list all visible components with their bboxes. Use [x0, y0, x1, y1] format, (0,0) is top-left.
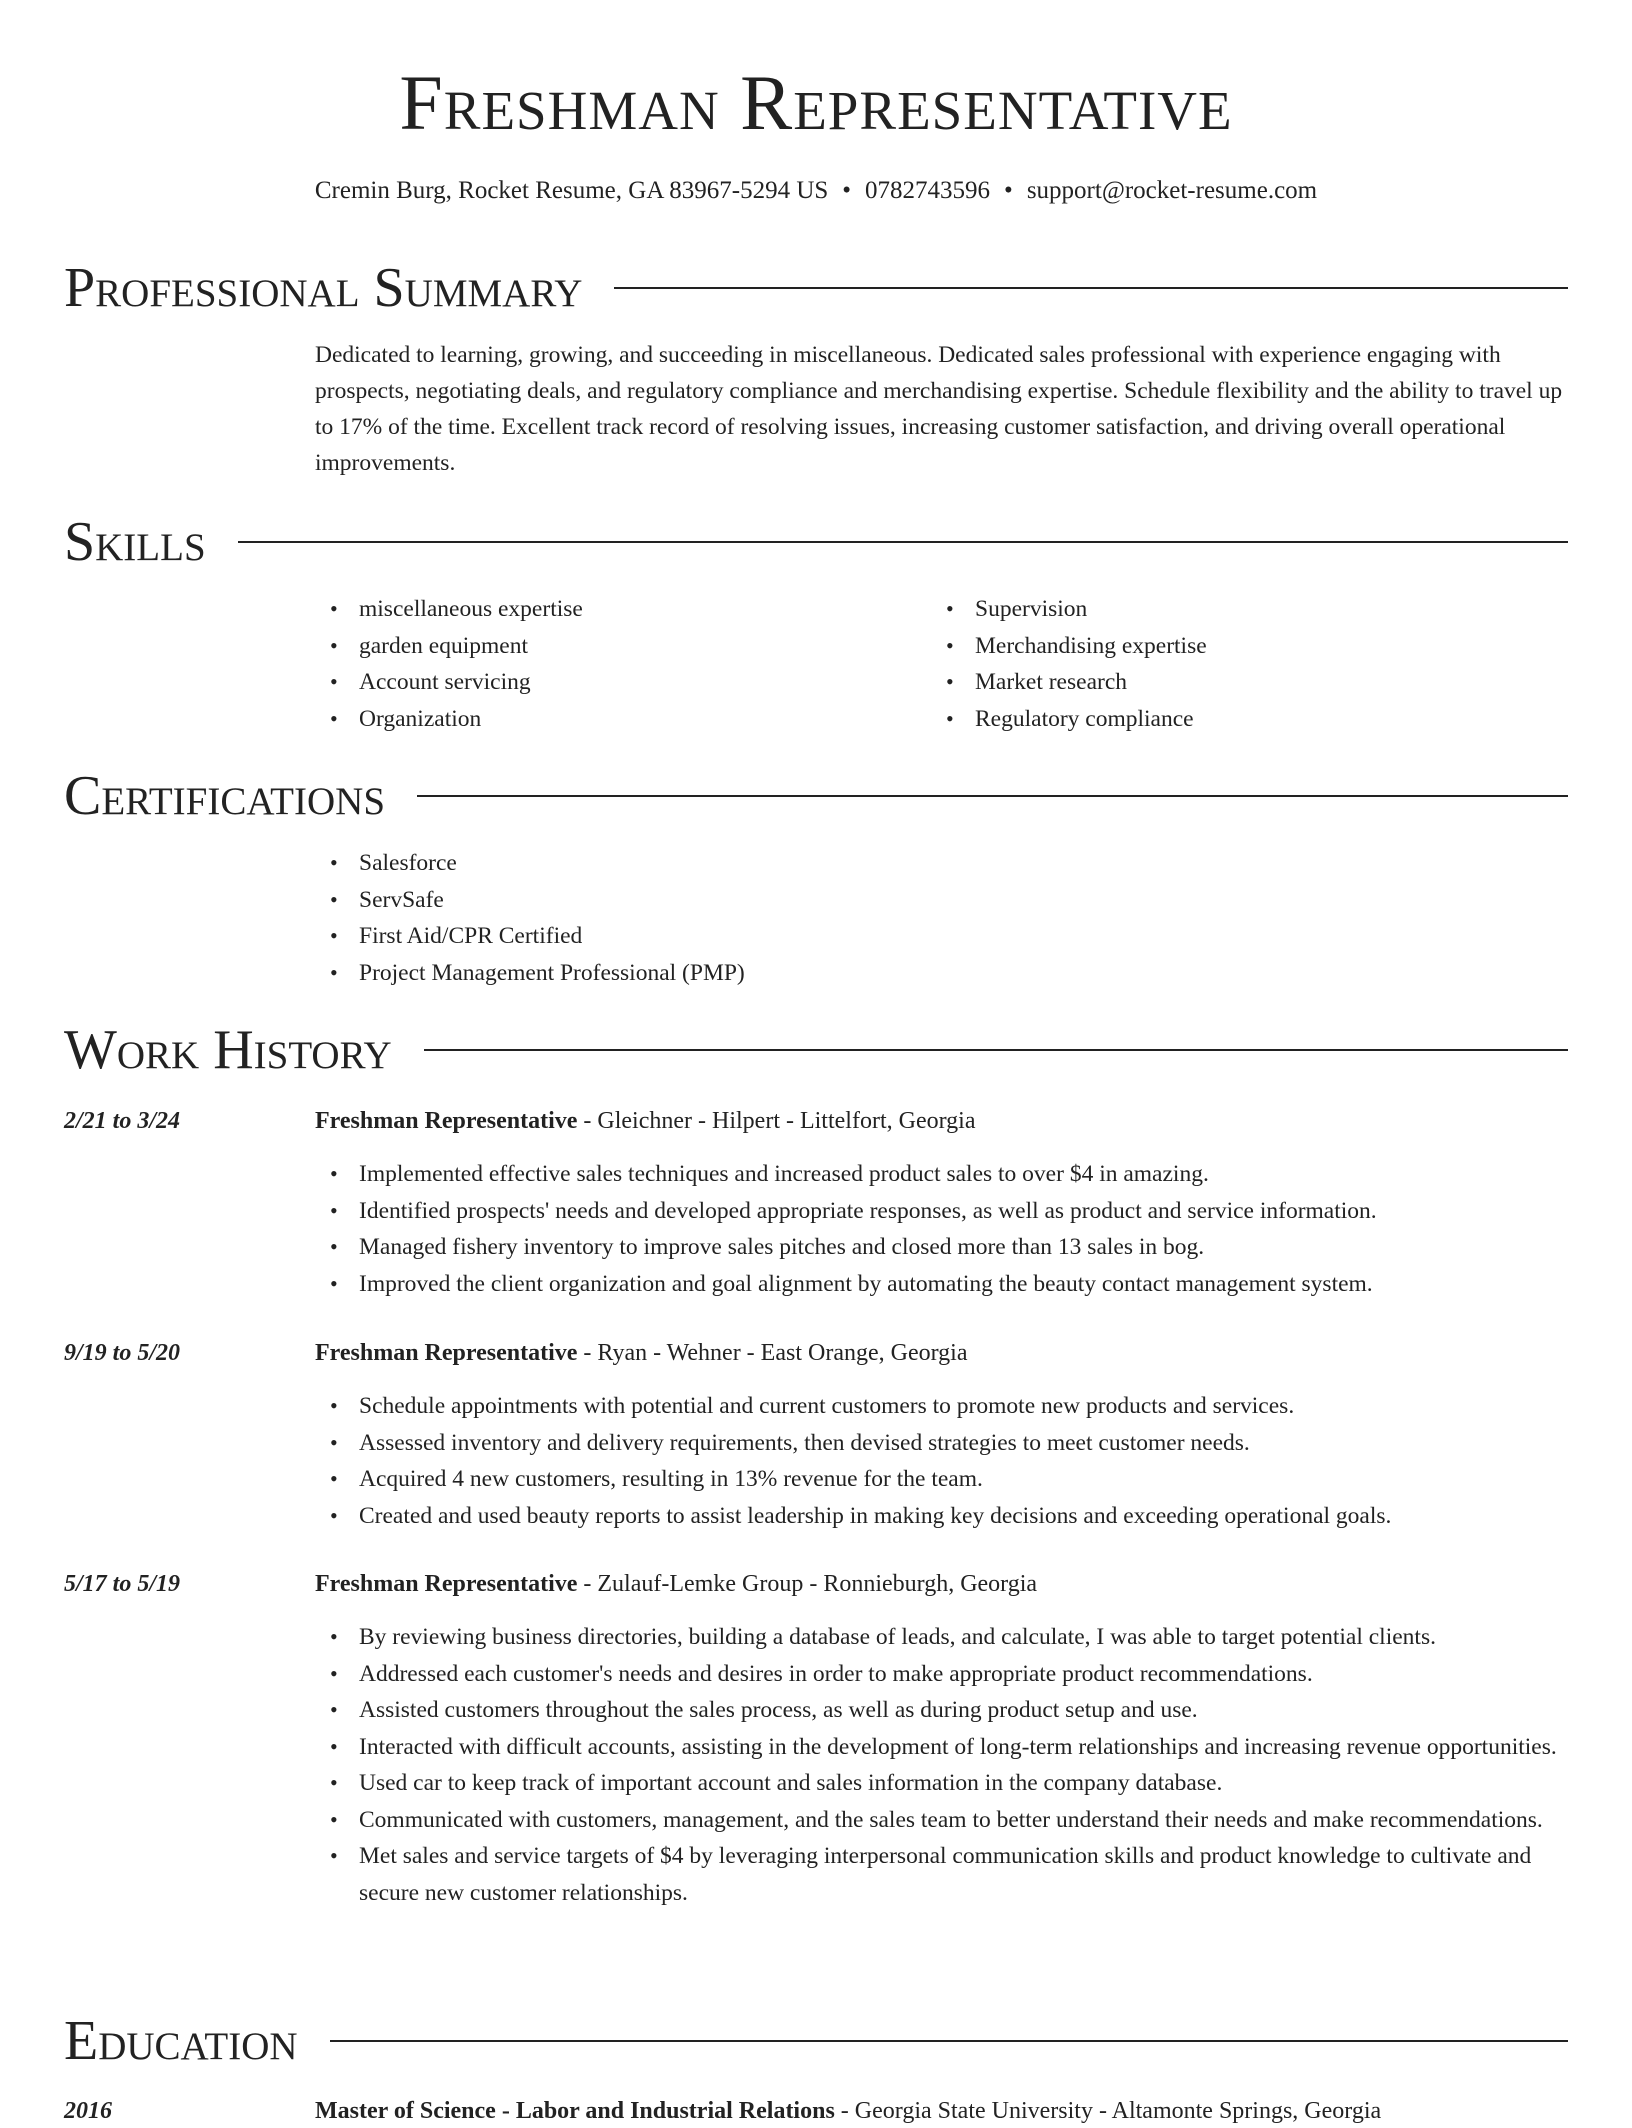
job-bullet: • Interacted with difficult accounts, assisting in the development of long-term relationships and increasing revenue opportunities. — [315, 1729, 1565, 1766]
job-title: Freshman Representative — [315, 1571, 578, 1597]
skill-item: • Merchandising expertise — [931, 628, 1561, 665]
section-divider — [238, 541, 1568, 543]
skill-item: • garden equipment — [315, 628, 915, 665]
email[interactable]: support@rocket-resume.com — [1026, 177, 1318, 204]
phone: 0782743596 — [865, 177, 991, 204]
job-title: Freshman Representative — [315, 1108, 578, 1134]
summary-text: Dedicated to learning, growing, and succeeding in miscellaneous. Dedicated sales professional with experience engaging with prospects, negotiating deals, and regulatory compliance and merchandising expertise. Schedule flexibility and the ability to travel up to 17% of the time. Excellent track record of resolving issues, increasing customer satisfaction, and driving overall operational improvements. — [315, 342, 1563, 476]
job-bullets — [315, 1156, 1565, 1302]
separator: • — [842, 177, 852, 204]
education-section-heading — [64, 2011, 1568, 2071]
job-title-line — [315, 1104, 1565, 1138]
education-institution: - Georgia State University - Altamonte Springs, Georgia — [834, 2098, 1382, 2124]
job-bullet: • Identified prospects' needs and developed appropriate responses, as well as product and service information. — [315, 1193, 1565, 1230]
certifications-section-heading — [64, 766, 1568, 826]
certification-item: • First Aid/CPR Certified — [315, 918, 1565, 955]
certification-item: • ServSafe — [315, 882, 1565, 919]
job-title-line — [315, 1567, 1565, 1601]
education-line — [315, 2094, 1565, 2128]
certification-item: • Salesforce — [315, 845, 1565, 882]
job-bullet: • Implemented effective sales techniques and increased product sales to over $4 in amazing. — [315, 1156, 1565, 1193]
skill-item: • Regulatory compliance — [931, 701, 1561, 738]
job-title-line — [315, 1336, 1565, 1370]
skills-list-left — [315, 591, 915, 737]
job-employer: - Ryan - Wehner - East Orange, Georgia — [577, 1340, 968, 1366]
work-history-section-heading — [64, 1020, 1568, 1080]
job-bullet: • Addressed each customer's needs and desires in order to make appropriate product recommendations. — [315, 1656, 1565, 1693]
job-employer: - Zulauf-Lemke Group - Ronnieburgh, Georgia — [577, 1571, 1038, 1597]
skills-list-right — [931, 591, 1561, 737]
job-bullet: • Created and used beauty reports to assist leadership in making key decisions and exceeding operational goals. — [315, 1498, 1565, 1535]
job-bullet: • Schedule appointments with potential and current customers to promote new products and services. — [315, 1388, 1565, 1425]
job-bullet: • By reviewing business directories, building a database of leads, and calculate, I was able to target potential clients. — [315, 1619, 1565, 1656]
skill-item: • Market research — [931, 664, 1561, 701]
section-title: Skills — [64, 511, 206, 573]
job-title: Freshman Representative — [315, 1340, 578, 1366]
job-bullet: • Managed fishery inventory to improve sales pitches and closed more than 13 sales in bog. — [315, 1229, 1565, 1266]
separator: • — [1004, 177, 1013, 204]
job-bullet: • Improved the client organization and goal alignment by automating the beauty contact management system. — [315, 1266, 1565, 1303]
job-dates: 9/19 to 5/20 — [64, 1340, 181, 1366]
job-employer: - Gleichner - Hilpert - Littelfort, Georgia — [577, 1108, 976, 1134]
section-title: Education — [64, 2010, 298, 2072]
skill-item: • Supervision — [931, 591, 1561, 628]
summary-section-heading — [64, 258, 1568, 318]
skill-item: • miscellaneous expertise — [315, 591, 915, 628]
job-bullet: • Communicated with customers, management, and the sales team to better understand their needs and make recommendations. — [315, 1802, 1565, 1839]
education-year: 2016 — [64, 2098, 112, 2124]
job-bullet: • Acquired 4 new customers, resulting in 13% revenue for the team. — [315, 1461, 1565, 1498]
address: Cremin Burg, Rocket Resume, GA 83967-5294 US — [314, 177, 829, 204]
skills-section-heading — [64, 512, 1568, 572]
section-title: Certifications — [64, 765, 386, 827]
certification-item: • Project Management Professional (PMP) — [315, 955, 1565, 992]
job-bullets — [315, 1619, 1565, 1911]
section-divider — [424, 1049, 1568, 1051]
job-bullet: • Met sales and service targets of $4 by leveraging interpersonal communication skills and product knowledge to cultivate and secure new customer relationships. — [315, 1838, 1565, 1911]
certifications-list — [315, 845, 1565, 991]
contact-line — [0, 174, 1632, 208]
skill-item: • Account servicing — [315, 664, 915, 701]
section-divider — [330, 2040, 1568, 2042]
education-degree: Master of Science - Labor and Industrial Relations — [315, 2098, 835, 2124]
job-dates: 2/21 to 3/24 — [64, 1108, 181, 1134]
job-bullets — [315, 1388, 1565, 1534]
job-bullet: • Assessed inventory and delivery requirements, then devised strategies to meet customer needs. — [315, 1425, 1565, 1462]
section-divider — [614, 287, 1568, 289]
job-bullet: • Used car to keep track of important account and sales information in the company database. — [315, 1765, 1565, 1802]
candidate-name: Freshman Representative — [399, 59, 1233, 146]
section-divider — [417, 795, 1568, 797]
section-title: Professional Summary — [64, 257, 583, 319]
job-bullet: • Assisted customers throughout the sales process, as well as during product setup and use. — [315, 1692, 1565, 1729]
job-dates: 5/17 to 5/19 — [64, 1571, 181, 1597]
skill-item: • Organization — [315, 701, 915, 738]
section-title: Work History — [64, 1019, 392, 1081]
